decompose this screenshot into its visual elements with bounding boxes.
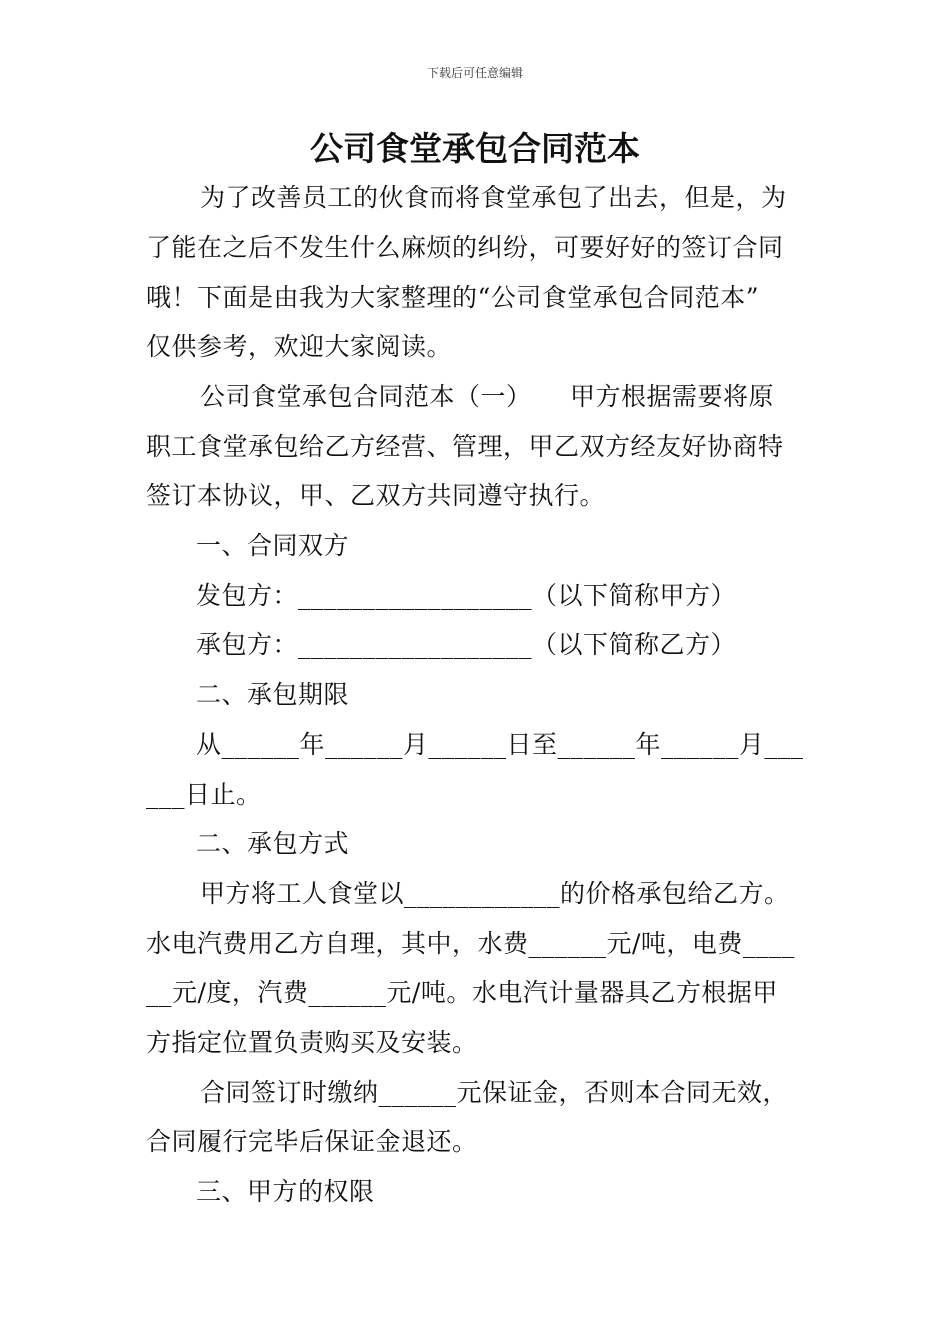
section-intro-line-2: 职工食堂承包给乙方经营、管理，甲乙双方经友好协商特 bbox=[146, 432, 784, 461]
method-line-3: __元/度，汽费______元/吨。水电汽计量器具乙方根据甲 bbox=[146, 978, 778, 1007]
method-line-2: 水电汽费用乙方自理，其中，水费______元/吨，电费____ bbox=[146, 929, 795, 958]
party-a-line: 发包方：__________________（以下简称甲方） bbox=[196, 581, 737, 610]
heading-parties: 一、合同双方 bbox=[196, 531, 350, 560]
heading-party-a-rights: 三、甲方的权限 bbox=[196, 1177, 375, 1206]
intro-line-3: 哦！下面是由我为大家整理的“公司食堂承包合同范本” bbox=[146, 283, 760, 312]
party-b-line: 承包方：__________________（以下简称乙方） bbox=[196, 630, 737, 659]
deposit-line-1: 合同签订时缴纳______元保证金，否则本合同无效， bbox=[200, 1078, 789, 1107]
method-line-1: 甲方将工人食堂以____________的价格承包给乙方。 bbox=[200, 879, 790, 908]
term-line-2: ___日止。 bbox=[146, 780, 262, 809]
document-title: 公司食堂承包合同范本 bbox=[310, 129, 640, 168]
intro-line-4: 仅供参考，欢迎大家阅读。 bbox=[146, 332, 453, 361]
section-intro-line-3: 签订本协议，甲、乙双方共同遵守执行。 bbox=[146, 481, 606, 510]
deposit-line-2: 合同履行完毕后保证金退还。 bbox=[146, 1127, 478, 1156]
header-note: 下载后可任意编辑 bbox=[426, 66, 523, 80]
intro-line-1: 为了改善员工的伙食而将食堂承包了出去，但是，为 bbox=[200, 183, 787, 212]
section-intro-line-1: 公司食堂承包合同范本（一） 甲方根据需要将原 bbox=[200, 382, 775, 411]
heading-method: 二、承包方式 bbox=[196, 829, 350, 858]
heading-term: 二、承包期限 bbox=[196, 680, 350, 709]
method-line-4: 方指定位置负责购买及安装。 bbox=[146, 1028, 478, 1057]
term-line-1: 从______年______月______日至______年______月___ bbox=[196, 730, 804, 759]
intro-line-2: 了能在之后不发生什么麻烦的纠纷，可要好好的签订合同 bbox=[146, 233, 784, 262]
